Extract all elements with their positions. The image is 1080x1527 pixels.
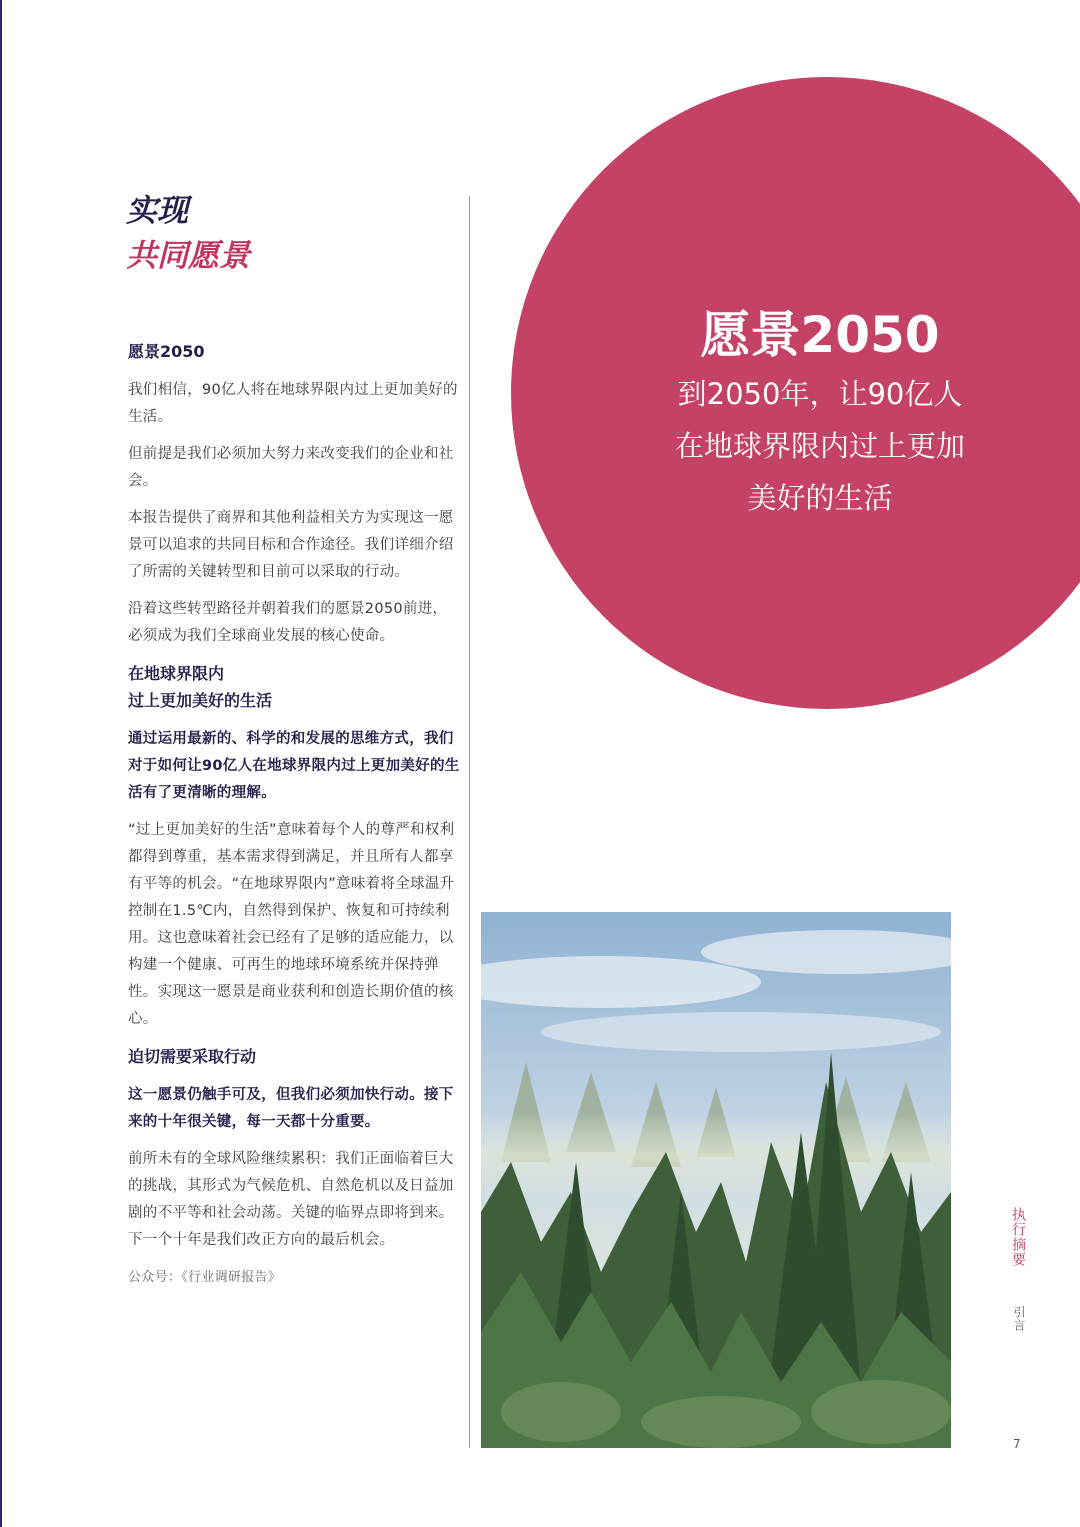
forest-photo [481, 912, 951, 1448]
better-life-lead: 通过运用最新的、科学的和发展的思维方式，我们对于如何让90亿人在地球界限内过上更加美好的生活有了更清晰的理解。 [128, 731, 460, 801]
circle-title: 愿景2050 [700, 306, 940, 364]
side-tab-executive-summary[interactable]: 执行摘要 [1010, 1207, 1026, 1267]
better-life-heading [128, 660, 460, 714]
body-text-column [128, 338, 460, 1301]
vision-heading: 愿景2050 [128, 342, 205, 361]
better-life-heading-line2: 过上更加美好的生活 [128, 691, 273, 710]
circle-line-2: 在地球界限内过上更加 [674, 429, 965, 463]
vision-circle-text [640, 304, 1000, 524]
page-number: 7 [1013, 1437, 1021, 1451]
circle-line-1: 到2050年，让90亿人 [677, 377, 963, 411]
column-divider [469, 196, 470, 1448]
left-edge-rule [0, 0, 2, 1527]
vision-paragraph-3: 本报告提供了商界和其他利益相关方为实现这一愿景可以追求的共同目标和合作途径。我们详细介绍了所需的关键转型和目前可以采取的行动。 [128, 510, 454, 580]
urgent-paragraph: 前所未有的全球风险继续累积：我们正面临着巨大的挑战，其形式为气候危机、自然危机以及日益加剧的不平等和社会动荡。关键的临界点即将到来。下一个十年是我们改正方向的最后机会。 [128, 1151, 454, 1248]
urgent-heading: 迫切需要采取行动 [128, 1047, 257, 1066]
better-life-heading-line1: 在地球界限内 [128, 664, 225, 683]
urgent-lead: 这一愿景仍触手可及，但我们必须加快行动。接下来的十年很关键，每一天都十分重要。 [128, 1087, 454, 1130]
forest-illustration [481, 912, 951, 1448]
page-title-line1: 实现 [126, 193, 188, 229]
vision-paragraph-2: 但前提是我们必须加大努力来改变我们的企业和社会。 [128, 446, 454, 489]
vision-paragraph-4: 沿着这些转型路径并朝着我们的愿景2050前进，必须成为我们全球商业发展的核心使命。 [128, 601, 448, 644]
side-tab-introduction[interactable]: 引言 [1012, 1306, 1026, 1332]
page-title-line2: 共同愿景 [126, 238, 250, 274]
vision-paragraph-1: 我们相信，90亿人将在地球界限内过上更加美好的生活。 [128, 382, 458, 425]
source-footnote: 公众号：《行业调研报告》 [128, 1270, 282, 1285]
circle-line-3: 美好的生活 [747, 481, 893, 515]
better-life-paragraph: “过上更加美好的生活”意味着每个人的尊严和权利都得到尊重，基本需求得到满足，并且所有人都享有平等的机会。“在地球界限内”意味着将全球温升控制在1.5℃内，自然得到保护、恢复和可持续利用。这也意味着社会已经有了足够的适应能力，以构建一个健康、可再生的地球环境系统并保持弹性。实现这一愿景是商业获利和创造长期价值的核心。 [128, 822, 455, 1027]
